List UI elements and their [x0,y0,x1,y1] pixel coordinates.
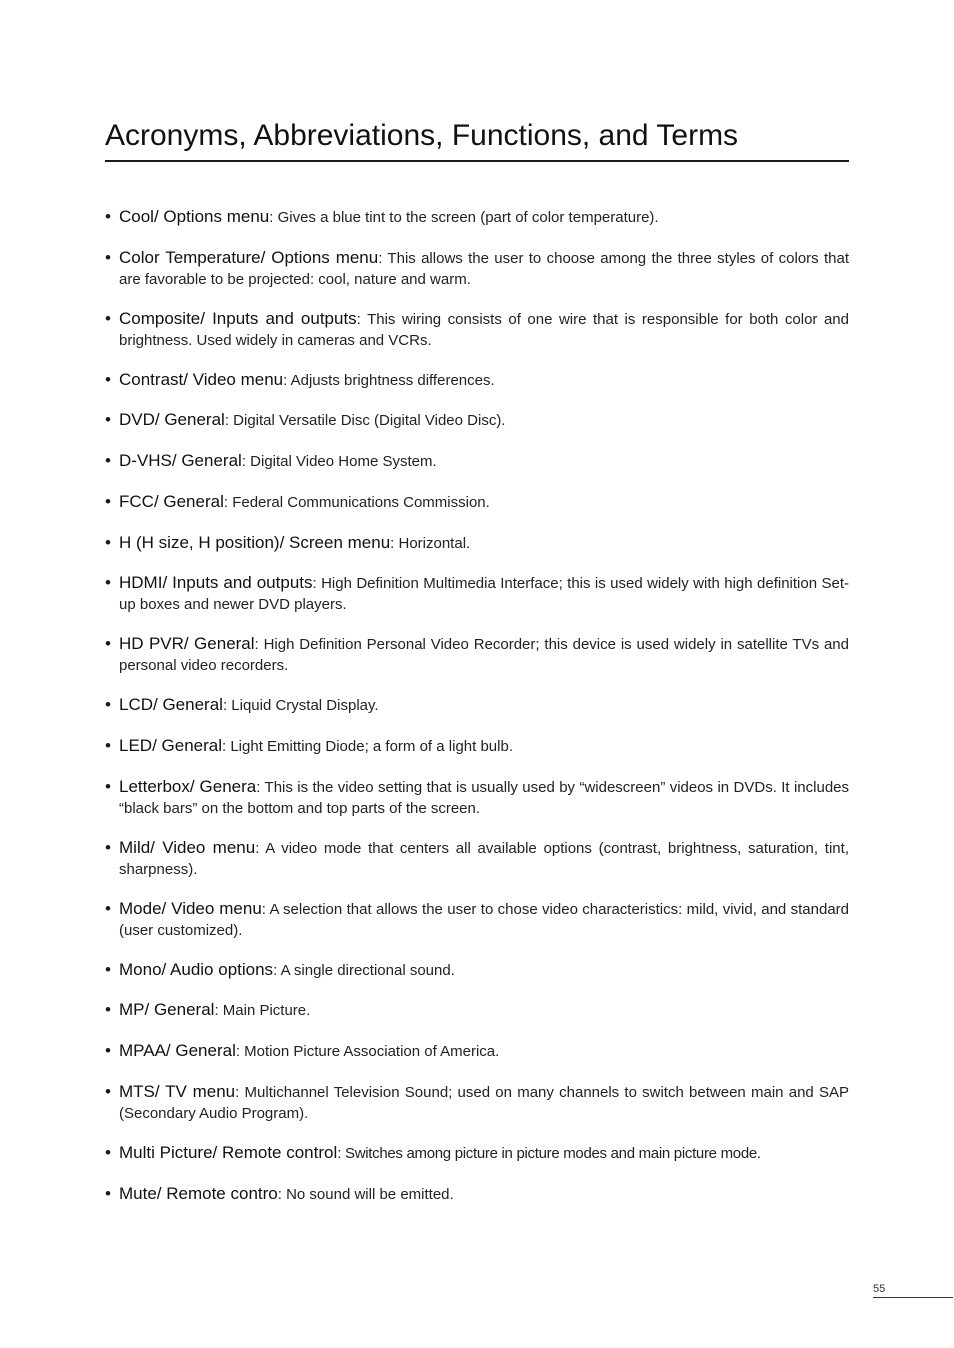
entry-term: Multi Picture/ Remote control [119,1143,338,1162]
bullet: • [105,838,111,857]
bullet: • [105,899,111,918]
entry-definition: : A video mode that centers all available options (contrast, brightness, saturation, tint, sharpness). [119,840,849,878]
bullet: • [105,410,111,429]
bullet: • [105,533,111,552]
glossary-entry [105,248,849,290]
page-title: Acronyms, Abbreviations, Functions, and Terms [105,118,849,162]
entry-term: H (H size, H position)/ Screen menu [119,533,391,552]
entry-term: Cool/ Options menu [119,207,270,226]
entry-definition: : High Definition Personal Video Recorder; this device is used widely in satellite TVs and personal video recorders. [119,636,849,674]
bullet: • [105,960,111,979]
entry-term: HD PVR/ General [119,634,255,653]
entry-term: DVD/ General [119,410,225,429]
bullet: • [105,1000,111,1019]
glossary-entry [105,492,849,514]
entry-term: Mild/ Video menu [119,838,256,857]
entry-term: Mode/ Video menu [119,899,262,918]
entry-term: Contrast/ Video menu [119,370,284,389]
glossary-entry [105,207,849,229]
entry-definition: : This allows the user to choose among the three styles of colors that are favorable to be projected: cool, nature and warm. [119,250,849,288]
entry-term: MTS/ TV menu [119,1082,236,1101]
bullet: • [105,634,111,653]
glossary-entry [105,451,849,473]
glossary-entry [105,695,849,717]
entry-definition: : Main Picture. [214,1002,311,1019]
bullet: • [105,451,111,470]
entry-definition: : Multichannel Television Sound; used on many channels to switch between main and SAP (Secondary Audio Program). [119,1084,849,1122]
entry-term: Composite/ Inputs and outputs [119,309,357,328]
entry-term: LED/ General [119,736,222,755]
entry-term: Letterbox/ Genera [119,777,257,796]
entry-term: Mute/ Remote contro [119,1184,278,1203]
bullet: • [105,248,111,267]
glossary-entry [105,777,849,819]
entry-term: D-VHS/ General [119,451,242,470]
entry-definition: : This is the video setting that is usually used by “widescreen” videos in DVDs. It includes “black bars” on the bottom and top parts of the screen. [119,779,850,817]
entry-definition: : High Definition Multimedia Interface; this is used widely with high definition Set-up boxes and newer DVD players. [119,575,849,613]
glossary-entry [105,1082,849,1124]
bullet: • [105,370,111,389]
bullet: • [105,695,111,714]
entry-definition: : A selection that allows the user to chose video characteristics: mild, vivid, and standard (user customized). [119,901,849,939]
entry-definition: : Motion Picture Association of America. [235,1043,500,1060]
entry-definition: : A single directional sound. [273,962,455,979]
entry-definition: : Digital Versatile Disc (Digital Video Disc). [224,412,506,429]
glossary-entry [105,309,849,351]
glossary-entry [105,410,849,432]
glossary-entry [105,736,849,758]
entry-definition: : Switches among picture in picture modes and main picture mode. [337,1145,761,1162]
entry-definition: : Light Emitting Diode; a form of a light bulb. [222,738,513,755]
glossary-entry [105,533,849,555]
glossary-entry [105,838,849,880]
entry-definition: : No sound will be emitted. [277,1186,454,1203]
bullet: • [105,207,111,226]
entry-definition: : Horizontal. [390,535,471,552]
bullet: • [105,1184,111,1203]
glossary-entry [105,899,849,941]
entry-definition: : Gives a blue tint to the screen (part of color temperature). [269,209,659,226]
entry-term: LCD/ General [119,695,223,714]
entry-definition: : Digital Video Home System. [241,453,437,470]
glossary-entry [105,573,849,615]
glossary-entry [105,1000,849,1022]
entry-definition: : Adjusts brightness differences. [283,372,495,389]
glossary-entry [105,1041,849,1063]
entry-definition: : Liquid Crystal Display. [222,697,379,714]
entry-definition: : This wiring consists of one wire that is responsible for both color and brightness. Used widely in cameras and VCRs. [119,311,849,349]
entry-term: FCC/ General [119,492,224,511]
glossary-entry [105,1143,849,1165]
entry-term: MPAA/ General [119,1041,236,1060]
bullet: • [105,309,111,328]
entry-term: HDMI/ Inputs and outputs [119,573,313,592]
bullet: • [105,777,111,796]
bullet: • [105,1041,111,1060]
glossary-entry [105,1184,849,1206]
entry-term: Color Temperature/ Options menu [119,248,379,267]
glossary-entry [105,960,849,982]
bullet: • [105,1082,111,1101]
bullet: • [105,736,111,755]
bullet: • [105,1143,111,1162]
bullet: • [105,492,111,511]
page-number: 55 [873,1283,953,1298]
glossary-entry [105,370,849,392]
glossary-entry [105,634,849,676]
bullet: • [105,573,111,592]
entry-term: Mono/ Audio options [119,960,274,979]
entry-term: MP/ General [119,1000,215,1019]
entry-definition: : Federal Communications Commission. [223,494,490,511]
